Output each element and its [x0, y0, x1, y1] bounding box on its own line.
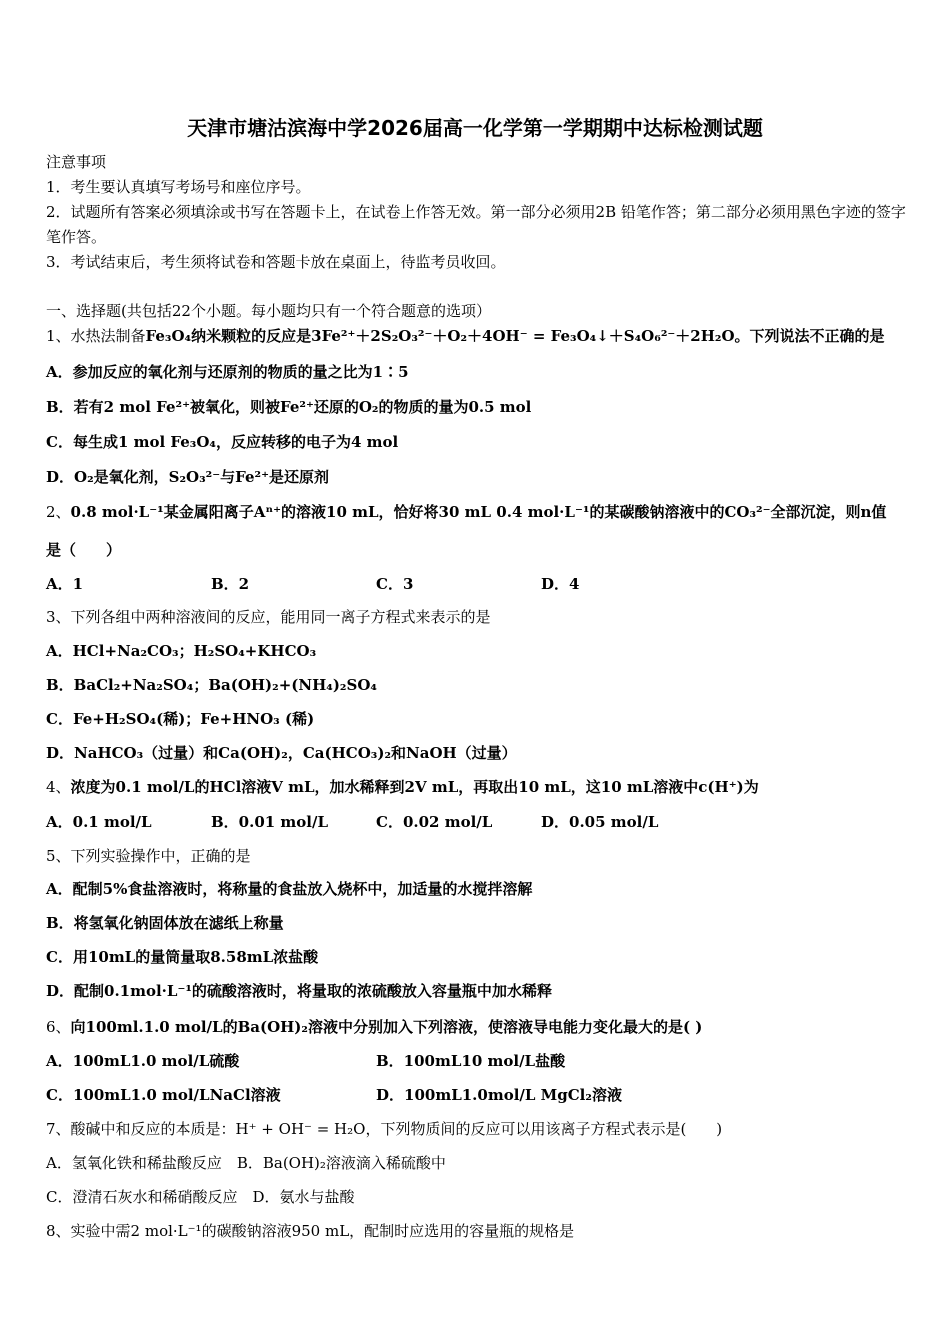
question-5: 5、下列实验操作中，正确的是 — [46, 847, 251, 865]
question-4-option-d: D．0.05 mol/L — [541, 813, 659, 831]
question-6-option-d: D．100mL1.0mol/L MgCl₂溶液 — [376, 1086, 622, 1104]
section-heading: 一、选择题(共包括22个小题。每小题均只有一个符合题意的选项） — [46, 302, 491, 320]
question-5-option-c: C．用10mL的量筒量取8.58mL浓盐酸 — [46, 948, 319, 966]
question-6-text: 向100ml.1.0 mol/L的Ba(OH)₂溶液中分别加入下列溶液，使溶液导电能力变化最大的是( ) — [70, 1018, 703, 1036]
question-3-option-a: A．HCl+Na₂CO₃；H₂SO₄+KHCO₃ — [46, 642, 317, 660]
question-6-option-c: C．100mL1.0 mol/LNaCl溶液 — [46, 1086, 281, 1104]
question-1-prefix: 1、水热法制备 — [46, 327, 146, 345]
question-6-option-a: A．100mL1.0 mol/L硫酸 — [46, 1052, 240, 1070]
question-4-option-a: A．0.1 mol/L — [46, 813, 152, 831]
question-1 — [46, 326, 885, 346]
question-3-option-c: C．Fe+H₂SO₄(稀)；Fe+HNO₃ (稀) — [46, 710, 315, 728]
question-6 — [46, 1017, 702, 1037]
question-7-options-cd: C．澄清石灰水和稀硝酸反应 D．氨水与盐酸 — [46, 1188, 355, 1206]
question-2-text: 0.8 mol·L⁻¹某金属阳离子Aⁿ⁺的溶液10 mL，恰好将30 mL 0.4 mol·L⁻¹的某碳酸钠溶液中的CO₃²⁻全部沉淀，则n值 — [70, 503, 887, 521]
question-7: 7、酸碱中和反应的本质是：H⁺ + OH⁻ = H₂O，下列物质间的反应可以用该离子方程式表示是( ) — [46, 1120, 723, 1138]
question-2-prefix: 2、 — [46, 503, 71, 521]
question-4-prefix: 4、 — [46, 778, 71, 796]
question-2-option-c: C．3 — [376, 575, 414, 593]
question-1-option-d: D．O₂是氧化剂，S₂O₃²⁻与Fe²⁺是还原剂 — [46, 468, 330, 486]
question-2-option-d: D．4 — [541, 575, 580, 593]
question-4-text: 浓度为0.1 mol/L的HCl溶液V mL，加水稀释到2V mL，再取出10 mL，这10 mL溶液中c(H⁺)为 — [70, 778, 759, 796]
question-1-option-b: B．若有2 mol Fe²⁺被氧化，则被Fe²⁺还原的O₂的物质的量为0.5 mol — [46, 398, 532, 416]
question-3-option-b: B．BaCl₂+Na₂SO₄；Ba(OH)₂+(NH₄)₂SO₄ — [46, 676, 377, 694]
question-8: 8、实验中需2 mol·L⁻¹的碳酸钠溶液950 mL，配制时应选用的容量瓶的规格是 — [46, 1222, 575, 1240]
question-4-option-c: C．0.02 mol/L — [376, 813, 493, 831]
page-title: 天津市塘沽滨海中学2026届高一化学第一学期期中达标检测试题 — [187, 116, 763, 140]
question-6-prefix: 6、 — [46, 1018, 71, 1036]
question-4 — [46, 777, 759, 797]
question-2-option-a: A．1 — [46, 575, 84, 593]
question-1-option-a: A．参加反应的氧化剂与还原剂的物质的量之比为1∶5 — [46, 363, 409, 381]
question-6-option-b: B．100mL10 mol/L盐酸 — [376, 1052, 566, 1070]
question-5-option-b: B．将氢氧化钠固体放在滤纸上称量 — [46, 914, 284, 932]
question-1-text: Fe₃O₄纳米颗粒的反应是3Fe²⁺＋2S₂O₃²⁻＋O₂＋4OH⁻ = Fe₃O₄↓＋S₄O₆²⁻＋2H₂O。下列说法不正确的是 — [145, 327, 885, 345]
question-5-option-d: D．配制0.1mol·L⁻¹的硫酸溶液时，将量取的浓硫酸放入容量瓶中加水稀释 — [46, 982, 552, 1000]
question-4-option-b: B．0.01 mol/L — [211, 813, 329, 831]
question-2 — [46, 502, 886, 522]
question-7-options-ab: A．氢氧化铁和稀盐酸反应 B．Ba(OH)₂溶液滴入稀硫酸中 — [46, 1154, 446, 1172]
question-2-text-cont: 是（ ） — [46, 541, 122, 559]
question-3-option-d: D．NaHCO₃（过量）和Ca(OH)₂，Ca(HCO₃)₂和NaOH（过量） — [46, 744, 517, 762]
question-2-option-b: B．2 — [211, 575, 250, 593]
notice-item-3: 3．考试结束后，考生须将试卷和答题卡放在桌面上，待监考员收回。 — [46, 253, 506, 271]
notice-heading: 注意事项 — [46, 153, 107, 171]
notice-item-1: 1．考生要认真填写考场号和座位序号。 — [46, 178, 311, 196]
question-3: 3、下列各组中两种溶液间的反应，能用同一离子方程式来表示的是 — [46, 608, 491, 626]
question-1-option-c: C．每生成1 mol Fe₃O₄，反应转移的电子为4 mol — [46, 433, 399, 451]
notice-item-2: 2．试题所有答案必须填涂或书写在答题卡上，在试卷上作答无效。第一部分必须用2B 铅笔作答；第二部分必须用黑色字迹的签字笔作答。 — [46, 203, 906, 246]
question-5-option-a: A．配制5%食盐溶液时，将称量的食盐放入烧杯中，加适量的水搅拌溶解 — [46, 880, 533, 898]
